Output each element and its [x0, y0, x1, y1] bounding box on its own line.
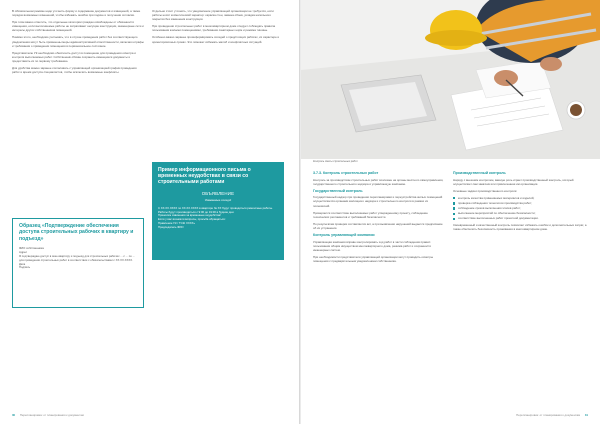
list-item: выполнение мероприятий по обеспечению безопасности;: [453, 211, 587, 215]
left-page: [0, 0, 299, 424]
paragraph: Своевременный и качественный контроль позволяет избежать ошибок и дополнительных затрат, а также обеспечить безопасность проживания в многоквартирном доме.: [453, 223, 587, 232]
sample-box-title: Образец «Подтверждение обеспечения доступа строительных рабочих в квартиру и подъезд»: [19, 223, 134, 242]
page-number: 30: [12, 413, 16, 417]
left-column-1: [12, 9, 144, 77]
section-heading: Производственный контроль: [453, 171, 506, 175]
left-footer: [12, 413, 84, 417]
notice-heading: ОБЪЯВЛЕНИЕ: [201, 190, 235, 196]
subsection-heading: Контроль управляющей компании: [313, 233, 375, 238]
worker-illustration: [301, 0, 600, 159]
paragraph: Для удобства можно заранее согласовать с управляющей организацией график проведения работ и время доступа специалистов, чтобы исключить возможные конфликты.: [12, 66, 137, 75]
paragraph: По результатам проверки составляется акт, а при выявлении нарушений выдается предписание об их устранении.: [313, 221, 443, 230]
paragraph: Отдельно стоит уточнить, что уведомление управляющей организации не требуется, если работы носят косметический характер: окраска стен, замена обоев, укладка напольного покрытия без изменения конструкции.: [152, 9, 274, 22]
list-item: соответствие выполненных работ проектной документации.: [453, 216, 587, 220]
paragraph: Особенно важно заранее проинформировать соседей о предстоящих работах, их характере и ориентировочных сроках. Это поможет избежать жалоб и конфликтных ситуаций.: [152, 35, 280, 44]
section-heading: 3.7.3. Контроль строительных работ: [313, 171, 379, 175]
control-tasks-list: [453, 196, 587, 220]
notice-salutation: Уважаемые соседи!: [204, 197, 232, 202]
page-number: 31: [584, 413, 588, 417]
right-column-2: [453, 168, 587, 235]
right-footer: [516, 413, 588, 417]
paragraph: В обязательном режиме надо уточнить форму и содержание документов и извещений, а также порядок возможных изменений, чтобы избежать ошибок при подаче и получении согласия.: [12, 9, 141, 18]
notice-line: Если у вас возникли вопросы, просьба обращаться:: [158, 217, 226, 222]
paragraph: Помимо этого, необходимо учитывать, что в случае проведения работ без соответствующего уведомления могут быть применены меры административной ответственности, включая штрафы и требования о приведении помещения в первоначальное состояние.: [12, 35, 144, 48]
paragraph: Проверяется соответствие выполняемых работ утвержденному проекту, соблюдение технических регламентов и требований безопасности.: [313, 210, 428, 219]
paragraph: При этом важно отметить, что отдельные категории граждан освобождены от обязанности извещения, если выполняемые работы не затрагивают несущие конструкции, инженерные сети и интересы других собственников помещений.: [12, 20, 144, 33]
subsection-heading: Государственный контроль: [313, 188, 363, 193]
list-item: соблюдение сроков выполнения этапов работ;: [453, 206, 587, 210]
list-item: проверка соблюдения технологии производства работ;: [453, 201, 587, 205]
paragraph: Управляющая компания вправе контролировать ход работ в части соблюдения правил пользования общим имуществом многоквартирного дома, режима работ и сохранности инженерных систем.: [313, 239, 431, 252]
notice-line: С ХХ.ХХ.ХХХХ по ХХ.ХХ.ХХХХ в квартире № XX будут проводиться ремонтные работы. Работы будут производиться с 9:00 до 19:00 в будние дни.: [158, 205, 273, 214]
notice-letter-sample-box: [152, 162, 284, 260]
sample-line: Подпись: [19, 265, 31, 270]
left-column-2: [152, 9, 284, 47]
footer-title: Перепланировка: от планирования к документам: [516, 413, 581, 417]
access-confirmation-sample-box: [12, 218, 144, 308]
paragraph: Контроль за производством строительных работ возложен на органы местного самоуправления, государственного строительного надзора и управляющую компанию.: [313, 177, 444, 186]
paragraph: При проведении строительных работ в многоквартирном доме следует соблюдать правила пользования жилыми помещениями, требования санитарных норм и режима тишины.: [152, 24, 276, 33]
paragraph: При необходимости представители управляющей организации могут проводить осмотры помещения с предварительным уведомлением собственника.: [313, 254, 434, 263]
footer-title: Перепланировка: от планирования к документам: [19, 413, 84, 417]
sample-line: ФИО собственника: [19, 245, 44, 250]
list-item: контроль качества применяемых материалов и изделий;: [453, 196, 587, 200]
paragraph: Наряду с внешним контролем, важную роль играет производственный контроль, который осуществляет сам заказчик или привлеченная им организация.: [453, 177, 574, 186]
photo-caption: Контроль сметы строительных работ: [313, 160, 358, 163]
paragraph: Основные задачи производственного контроля:: [453, 188, 518, 193]
sample-line: Адрес: [19, 249, 28, 254]
notice-line: Приносим извинения за временные неудобства!: [158, 213, 222, 218]
sample-line: Дата: [19, 261, 26, 266]
worker-photo: [301, 0, 600, 159]
right-column-1: [313, 168, 445, 266]
notice-line: Правление УК / ТСЖ XXXX»: [158, 221, 196, 226]
right-page: [301, 0, 600, 424]
paragraph: Государственный надзор при проведении перепланировки и переустройства жилых помещений осуществляется органами жилищного надзора и строительного контроля в рамках их полномочий.: [313, 195, 443, 208]
notice-box-title: Пример информационного письма о временных неудобствах в связи со строительными работами: [158, 167, 251, 186]
sample-line: Я подтверждаю доступ в мою квартиру и подъезд для строительных рабочих ... с ... по ... для проведения строительных работ в соответствии с обязательствами с XX.XX.XXXX.: [19, 253, 135, 262]
notice-line: Председатель ФИО: [158, 225, 184, 230]
paragraph: Представителю УК необходимо обеспечить доступ в помещение для проведения осмотра и контроля выполняемых работ. Собственник обязан сохранить имеющиеся документы и предоставить их по первому требованию.: [12, 50, 136, 63]
